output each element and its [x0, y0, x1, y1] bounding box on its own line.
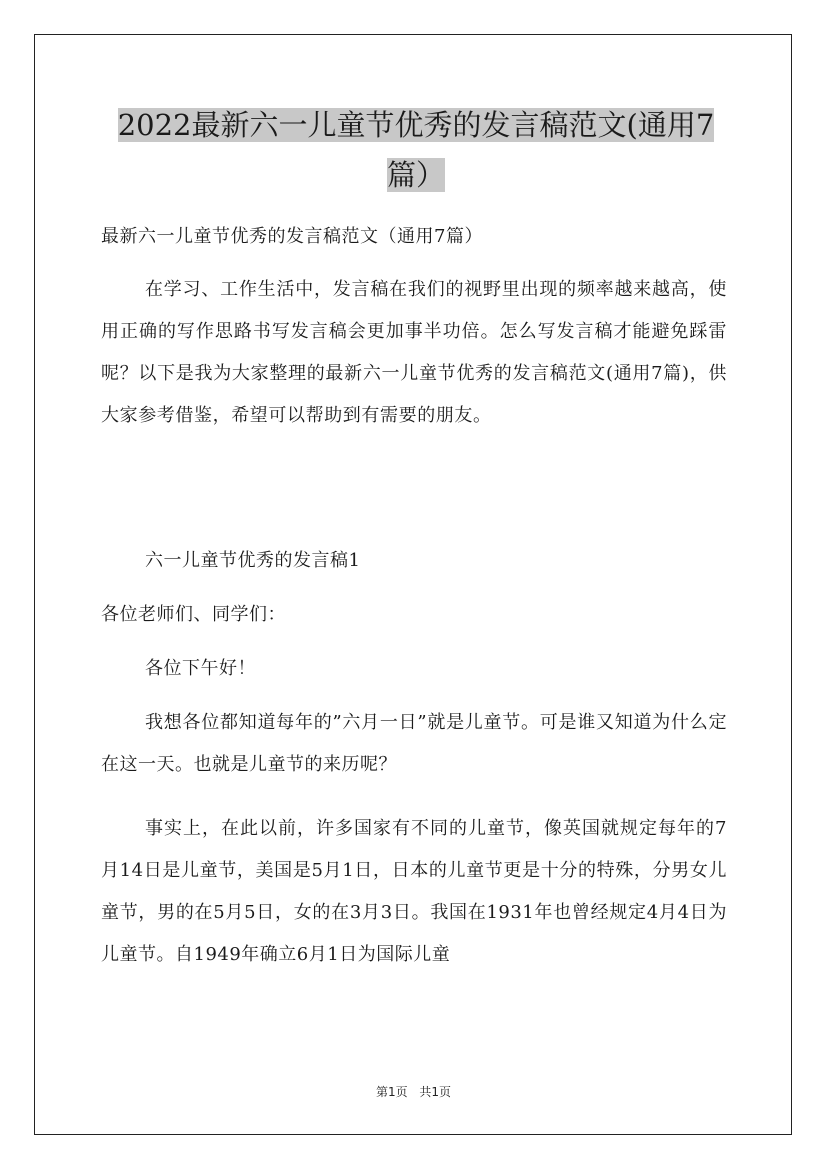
document-title	[96, 100, 736, 200]
greeting: 各位下午好！	[145, 658, 256, 679]
intro-paragraph: 在学习、工作生活中，发言稿在我们的视野里出现的频率越来越高，使用正确的写作思路书写发言稿会更加事半功倍。怎么写发言稿才能避免踩雷呢？以下是我为大家整理的最新六一儿童节优秀的发言稿范文(通用7篇)，供大家参考借鉴，希望可以帮助到有需要的朋友。	[101, 279, 727, 426]
body-paragraph-2: 事实上，在此以前，许多国家有不同的儿童节，像英国就规定每年的7月14日是儿童节，美国是5月1日，日本的儿童节更是十分的特殊，分男女儿童节，男的在5月5日，女的在3月3日。我国在1931年也曾经规定4月4日为儿童节。自1949年确立6月1日为国际儿童	[101, 818, 727, 965]
page-footer	[0, 1083, 827, 1100]
body-paragraph-1: 我想各位都知道每年的”六月一日”就是儿童节。可是谁又知道为什么定在这一天。也就是儿童节的来历呢？	[101, 712, 727, 775]
section-heading: 六一儿童节优秀的发言稿1	[145, 550, 361, 571]
page-number: 第1页	[375, 1085, 408, 1099]
document-subtitle: 最新六一儿童节优秀的发言稿范文（通用7篇）	[101, 226, 483, 247]
page-total: 共1页	[419, 1085, 452, 1099]
salutation: 各位老师们、同学们：	[101, 604, 286, 625]
document-title-text: 2022最新六一儿童节优秀的发言稿范文(通用7篇）	[117, 108, 715, 192]
